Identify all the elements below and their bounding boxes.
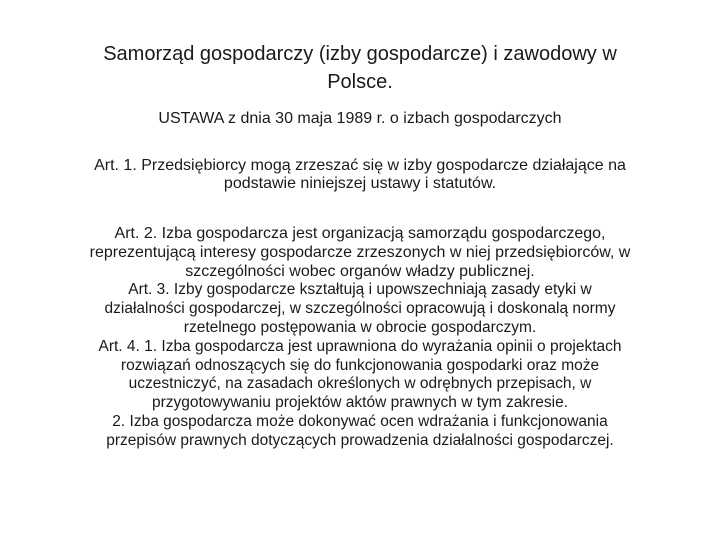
article-4-2-line-1: 2. Izba gospodarcza może dokonywać ocen wdrażania i funkcjonowania: [112, 412, 608, 430]
article-4-2-line-2: przepisów prawnych dotyczących prowadzenia działalności gospodarczej.: [106, 431, 614, 449]
act-subtitle: USTAWA z dnia 30 maja 1989 r. o izbach gospodarczych: [158, 110, 562, 127]
title-line-1: Samorząd gospodarczy (izby gospodarcze) i zawodowy w: [103, 43, 617, 65]
article-2-line-3: szczególności wobec organów władzy publicznej.: [185, 262, 535, 280]
article-1: [30, 157, 690, 193]
article-4-section-2: [20, 413, 700, 451]
article-2: [20, 225, 700, 281]
article-1-line-1: Art. 1. Przedsiębiorcy mogą zrzeszać się w izby gospodarcze działające na: [94, 157, 626, 174]
title-line-2: Polsce.: [327, 71, 393, 93]
slide-title: [60, 40, 660, 96]
article-4-line-2: rozwiązań odnoszących się do funkcjonowania gospodarki oraz może: [120, 356, 600, 374]
article-4-line-4: przygotowywaniu projektów aktów prawnych w tym zakresie.: [151, 394, 569, 412]
article-3-line-1: Art. 3. Izby gospodarcze kształtują i upowszechniają zasady etyki w: [128, 281, 592, 299]
article-3-line-2: działalności gospodarczej, w szczególności opracowują i doskonalą normy: [104, 300, 616, 318]
article-4-line-1: Art. 4. 1. Izba gospodarcza jest uprawniona do wyrażania opinii o projektach: [98, 337, 622, 355]
article-3: [20, 281, 700, 337]
article-2-line-1: Art. 2. Izba gospodarcza jest organizacją samorządu gospodarczego,: [114, 225, 606, 242]
article-2-line-2: reprezentującą interesy gospodarcze zrzeszonych w niej przedsiębiorców, w: [89, 243, 631, 261]
article-3-line-3: rzetelnego postępowania w obrocie gospodarczym.: [183, 318, 537, 336]
article-4-section-1: [20, 338, 700, 413]
articles-body: [20, 225, 700, 451]
article-4-line-3: uczestniczyć, na zasadach określonych w odrębnych przepisach, w: [128, 375, 592, 393]
article-1-line-2: podstawie niniejszej ustawy i statutów.: [223, 175, 497, 192]
